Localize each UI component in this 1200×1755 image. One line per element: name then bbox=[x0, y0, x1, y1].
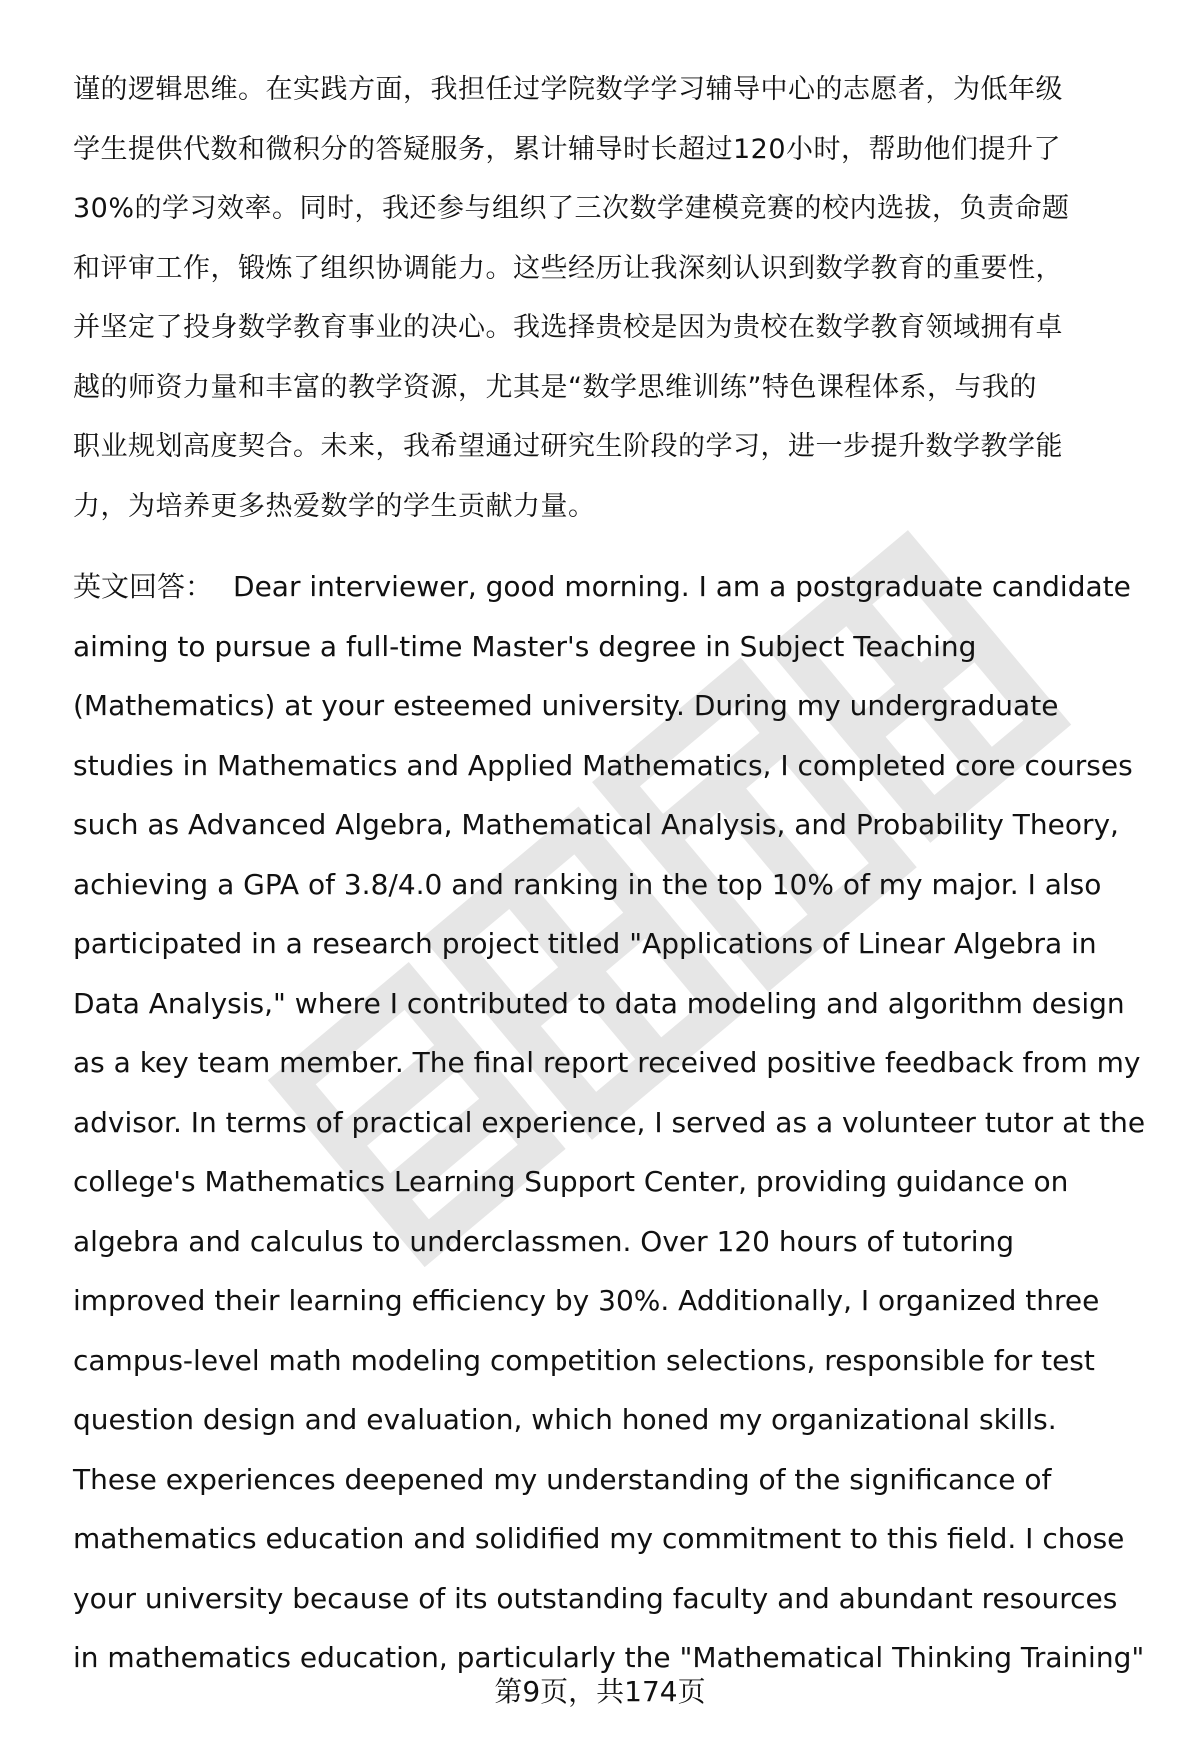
page-number-footer: 第9页，共174页 bbox=[494, 1675, 706, 1708]
english-first-line-text: Dear interviewer, good morning. I am a postgraduate candidate bbox=[233, 570, 1131, 603]
english-line: improved their learning efficiency by 30%. Additionally, I organized three bbox=[73, 1284, 1100, 1317]
chinese-line: 学生提供代数和微积分的答疑服务，累计辅导时长超过120小时，帮助他们提升了 bbox=[73, 133, 1062, 165]
chinese-line: 力，为培养更多热爱数学的学生贡献力量。 bbox=[73, 490, 596, 522]
chinese-line: 和评审工作，锻炼了组织协调能力。这些经历让我深刻认识到数学教育的重要性， bbox=[73, 252, 1063, 284]
english-first-line bbox=[73, 557, 1163, 617]
english-line: algebra and calculus to underclassmen. Over 120 hours of tutoring bbox=[73, 1224, 1015, 1258]
english-answer bbox=[73, 557, 1163, 1688]
chinese-line: 职业规划高度契合。未来，我希望通过研究生阶段的学习，进一步提升数学教学能 bbox=[73, 431, 1063, 462]
english-line: Data Analysis," where I contributed to data modeling and algorithm design bbox=[73, 986, 1125, 1020]
english-line: college's Mathematics Learning Support Center, providing guidance on bbox=[73, 1165, 1069, 1198]
english-line: aiming to pursue a full-time Master's degree in Subject Teaching bbox=[73, 629, 977, 663]
english-line: in mathematics education, particularly the "Mathematical Thinking Training" bbox=[73, 1641, 1145, 1674]
chinese-line: 越的师资力量和丰富的教学资源，尤其是“数学思维训练”特色课程体系，与我的 bbox=[73, 371, 1037, 403]
english-line: achieving a GPA of 3.8/4.0 and ranking in the top 10% of my major. I also bbox=[73, 867, 1102, 901]
english-line: These experiences deepened my understanding of the significance of bbox=[73, 1462, 1052, 1496]
chinese-line: 谨的逻辑思维。在实践方面，我担任过学院数学学习辅导中心的志愿者，为低年级 bbox=[73, 74, 1063, 105]
english-line: campus-level math modeling competition selections, responsible for test bbox=[73, 1343, 1095, 1377]
english-answer-label: 英文回答： bbox=[73, 570, 214, 603]
english-line: advisor. In terms of practical experience, I served as a volunteer tutor at the bbox=[73, 1105, 1146, 1139]
english-line: mathematics education and solidified my commitment to this field. I chose bbox=[73, 1522, 1125, 1555]
english-line: such as Advanced Algebra, Mathematical Analysis, and Probability Theory, bbox=[73, 808, 1119, 841]
english-line: as a key team member. The final report received positive feedback from my bbox=[73, 1046, 1141, 1079]
chinese-line: 并坚定了投身数学教育事业的决心。我选择贵校是因为贵校在数学教育领域拥有卓 bbox=[73, 312, 1063, 343]
chinese-line: 30%的学习效率。同时，我还参与组织了三次数学建模竞赛的校内选拔，负责命题 bbox=[73, 193, 1070, 224]
english-line: your university because of its outstanding faculty and abundant resources bbox=[73, 1581, 1118, 1615]
english-line: (Mathematics) at your esteemed university. During my undergraduate bbox=[73, 689, 1059, 722]
english-line: participated in a research project titled "Applications of Linear Algebra in bbox=[73, 927, 1097, 960]
english-line: studies in Mathematics and Applied Mathematics, I completed core courses bbox=[73, 748, 1133, 782]
chinese-paragraph bbox=[73, 60, 1153, 536]
english-line: question design and evaluation, which honed my organizational skills. bbox=[73, 1403, 1057, 1436]
